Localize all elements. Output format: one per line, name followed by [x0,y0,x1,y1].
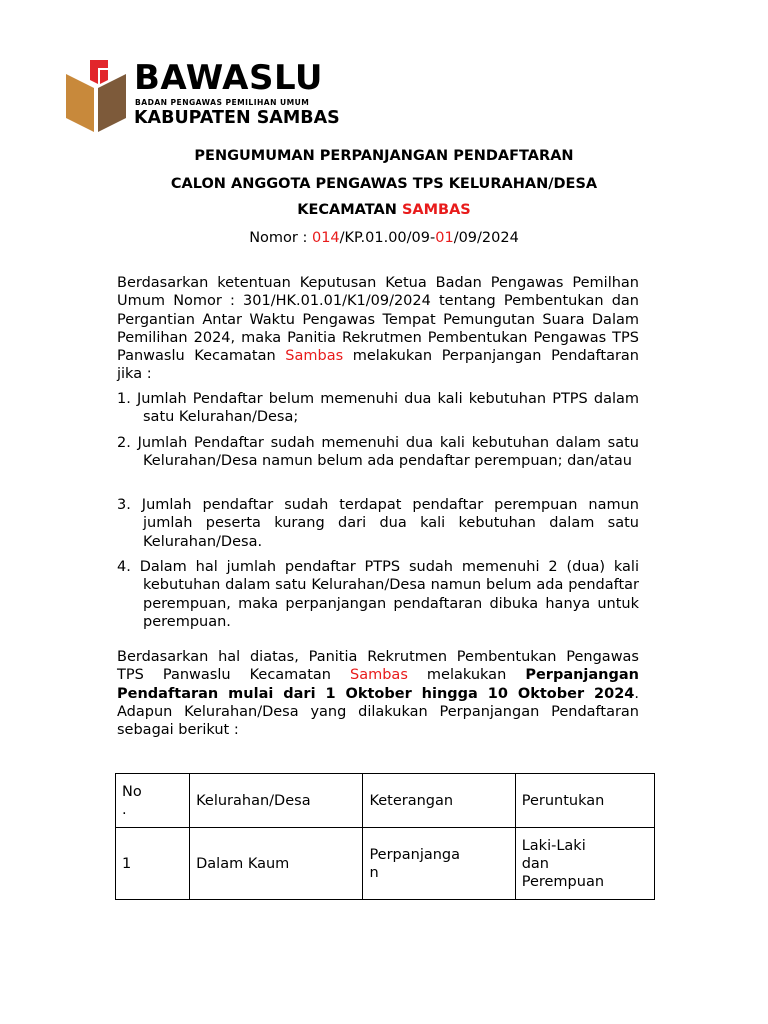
table-cell-allocation: Laki-Laki dan Perempuan [515,828,654,900]
logo-subtitle: BADAN PENGAWAS PEMILIHAN UMUM [135,98,310,107]
condition-item-4: 4. Dalam hal jumlah pendaftar PTPS sudah memenuhi 2 (dua) kali kebutuhan dalam satu Kelurahan/Desa namun belum ada pendaftar perempuan, maka perpanjangan pendaftaran dibuka hanya untuk perempuan. [117,559,639,630]
nomor-part-2: /KP.01.00/09- [339,230,436,246]
extension-table [115,773,655,900]
closing-text-middle: melakukan [407,667,526,684]
table-header-description: Keterangan [363,774,515,828]
table-cell-description: Perpanjanga n [363,828,515,900]
table-header-village: Kelurahan/Desa [190,774,363,828]
intro-paragraph [117,274,639,384]
bawaslu-logo [64,58,344,136]
nomor-part-4: /09/2024 [453,230,519,246]
condition-item-2: 2. Jumlah Pendaftar sudah memenuhi dua kali kebutuhan dalam satu Kelurahan/Desa namun belum ada pendaftar perempuan; dan/atau [117,435,639,470]
heading-line-3 [0,200,768,220]
heading-district-name: SAMBAS [401,202,471,218]
intro-text-after: melakukan Perpanjangan Pendaftaran jika : [117,348,639,383]
nomor-part-3: 01 [435,230,454,246]
closing-text-after: . Adapun Kelurahan/Desa yang dilakukan Perpanjangan Pendaftaran sebagai berikut : [117,685,639,739]
table-row [116,828,655,900]
table-header-allocation: Peruntukan [515,774,654,828]
intro-district-name: Sambas [285,348,344,365]
table-cell-no: 1 [116,828,190,900]
heading-line-2: CALON ANGGOTA PENGAWAS TPS KELURAHAN/DESA [170,176,598,192]
nomor-label: Nomor : [249,230,312,246]
heading-line-3-prefix: KECAMATAN [297,202,402,218]
closing-district-name: Sambas [350,667,408,684]
table-cell-village: Dalam Kaum [190,828,363,900]
closing-paragraph [117,648,639,739]
table-header-no: No . [116,774,190,828]
logo-title: BAWASLU [134,58,324,98]
condition-item-3: 3. Jumlah pendaftar sudah terdapat pendaftar perempuan namun jumlah peserta kurang dari dua kali kebutuhan dalam satu Kelurahan/Desa. [117,497,639,550]
nomor-part-1: 014 [311,230,340,246]
closing-text-before: Berdasarkan hal diatas, Panitia Rekrutmen Pembentukan Pengawas TPS Panwaslu Kecamatan [117,649,639,684]
heading-line-1: PENGUMUMAN PERPANJANGAN PENDAFTARAN [194,148,574,164]
closing-extension-period: Perpanjangan Pendaftaran mulai dari 1 Oktober hingga 10 Oktober 2024 [117,667,639,702]
intro-text-before: Berdasarkan ketentuan Keputusan Ketua Badan Pengawas Pemilhan Umum Nomor : 301/HK.01.01/K1/09/2024 tentang Pembentukan dan Pergantian Antar Waktu Pengawas Tempat Pemungutan Suara Dalam Pemilihan 2024, maka Panitia Rekrutmen Pembentukan Pengawas TPS Panwaslu Kecamatan [117,275,639,365]
table-header-row [116,774,655,828]
logo-region: KABUPATEN SAMBAS [134,108,340,128]
ballot-box-emblem-icon [64,58,130,134]
document-number [0,228,768,248]
condition-item-1: 1. Jumlah Pendaftar belum memenuhi dua kali kebutuhan PTPS dalam satu Kelurahan/Desa; [117,391,639,426]
